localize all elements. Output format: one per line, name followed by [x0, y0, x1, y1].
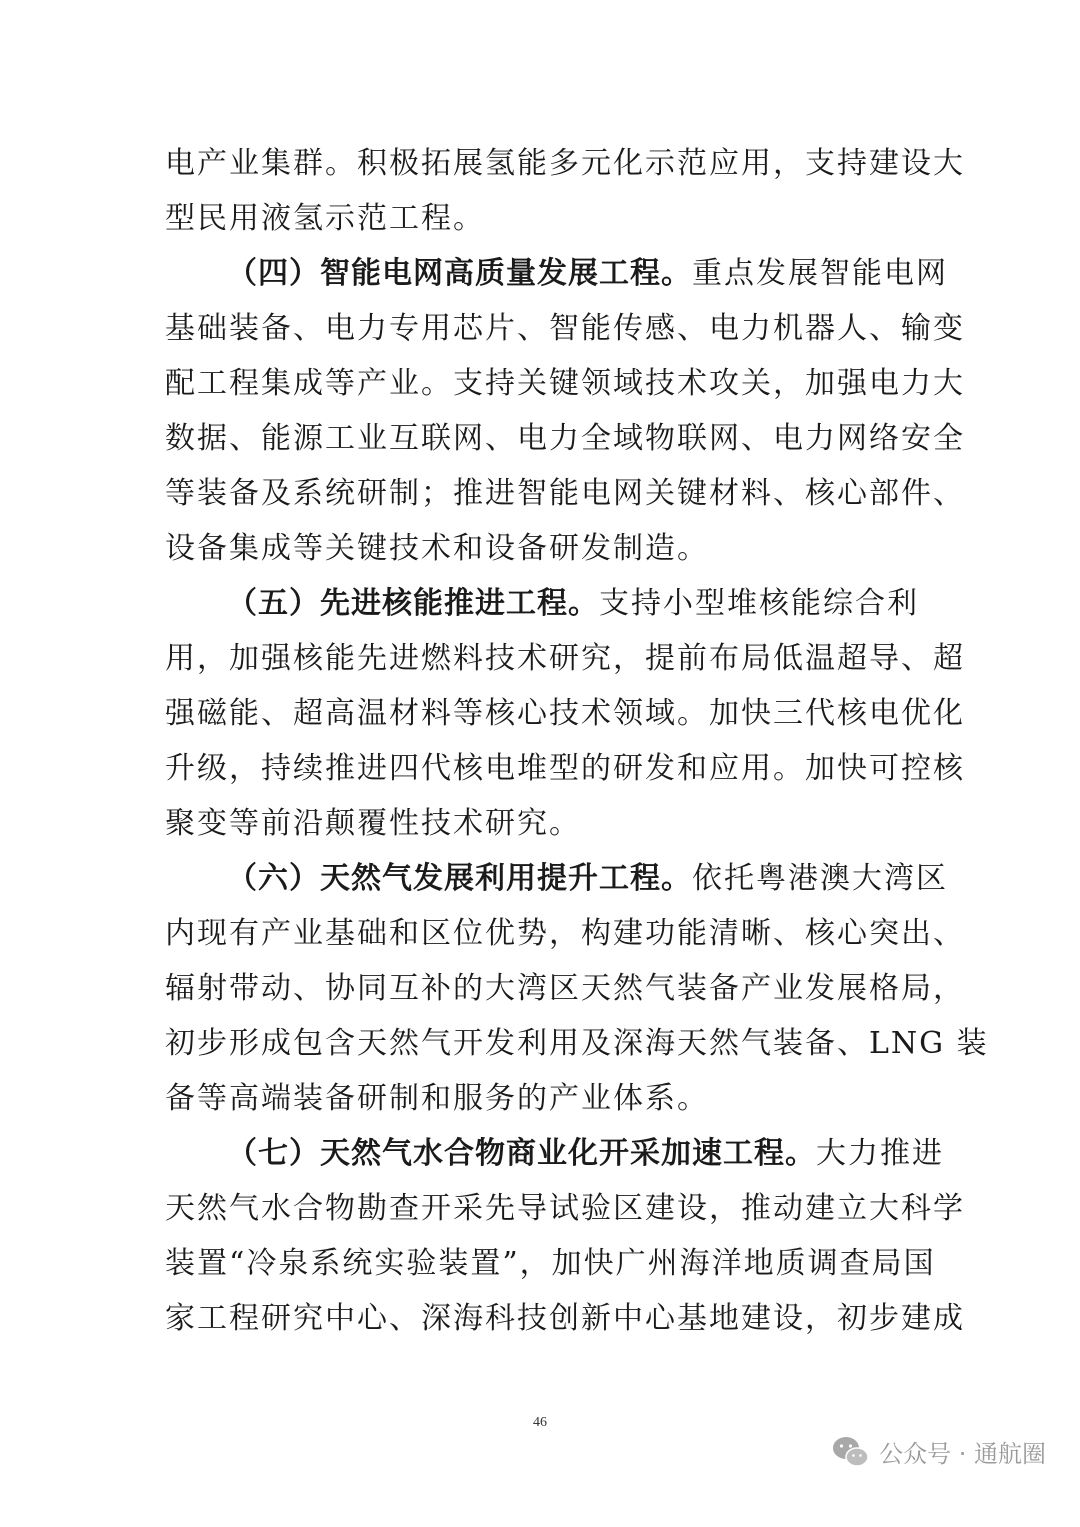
line-text: 内现有产业基础和区位优势，构建功能清晰、核心突出、	[165, 916, 965, 951]
watermark-text: 公众号 · 通航圈	[879, 1440, 1046, 1468]
text-line	[165, 686, 965, 741]
text-line	[165, 1016, 989, 1071]
line-text: 电产业集群。积极拓展氢能多元化示范应用，支持建设大	[165, 146, 965, 181]
line-text: 依托粤港澳大湾区	[692, 861, 948, 896]
line-text: 等装备及系统研制；推进智能电网关键材料、核心部件、	[165, 476, 965, 511]
text-line	[165, 1236, 936, 1291]
line-text: 强磁能、超高温材料等核心技术领域。加快三代核电优化	[165, 696, 965, 731]
line-text: 辐射带动、协同互补的大湾区天然气装备产业发展格局，	[165, 971, 965, 1006]
text-line	[165, 796, 917, 851]
text-line	[165, 741, 965, 796]
line-text: 聚变等前沿颠覆性技术研究。	[165, 806, 581, 841]
line-text: 天然气水合物勘查开采先导试验区建设，推动建立大科学	[165, 1191, 965, 1226]
text-line	[165, 191, 917, 246]
line-text: 重点发展智能电网	[692, 256, 948, 291]
text-line	[165, 1071, 917, 1126]
line-text: 用，加强核能先进燃料技术研究，提前布局低温超导、超	[165, 641, 965, 676]
text-line	[165, 356, 965, 411]
text-line	[165, 631, 965, 686]
line-text: 支持小型堆核能综合利	[599, 586, 919, 621]
line-text: 大力推进	[816, 1136, 944, 1171]
wechat-watermark	[831, 1434, 1046, 1469]
line-text: 备等高端装备研制和服务的产业体系。	[165, 1081, 709, 1116]
text-line	[165, 246, 948, 301]
text-line	[165, 1126, 944, 1181]
body-text	[165, 136, 989, 1346]
text-line	[165, 521, 917, 576]
line-text: 型民用液氢示范工程。	[165, 201, 485, 236]
section-heading: （五）先进核能推进工程。	[227, 586, 599, 621]
line-text: 设备集成等关键技术和设备研发制造。	[165, 531, 709, 566]
line-text: 家工程研究中心、深海科技创新中心基地建设，初步建成	[165, 1301, 965, 1336]
page-number: 46	[533, 1415, 547, 1430]
text-line	[165, 411, 965, 466]
section-heading: （七）天然气水合物商业化开采加速工程。	[227, 1136, 816, 1171]
line-text: 初步形成包含天然气开发利用及深海天然气装备、LNG 装	[165, 1026, 989, 1061]
line-text: 配工程集成等产业。支持关键领域技术攻关，加强电力大	[165, 366, 965, 401]
section-heading: （六）天然气发展利用提升工程。	[227, 861, 692, 896]
line-text: 数据、能源工业互联网、电力全域物联网、电力网络安全	[165, 421, 965, 456]
text-line	[165, 1181, 965, 1236]
text-line	[165, 301, 965, 356]
wechat-icon	[831, 1435, 871, 1469]
line-text: 升级，持续推进四代核电堆型的研发和应用。加快可控核	[165, 751, 965, 786]
text-line	[165, 466, 965, 521]
text-line	[165, 906, 965, 961]
line-text: 装置“冷泉系统实验装置”，加快广州海洋地质调查局国	[165, 1246, 936, 1281]
text-line	[165, 851, 948, 906]
line-text: 基础装备、电力专用芯片、智能传感、电力机器人、输变	[165, 311, 965, 346]
text-line	[165, 961, 965, 1016]
text-line	[165, 576, 917, 631]
section-heading: （四）智能电网高质量发展工程。	[227, 256, 692, 291]
text-line	[165, 136, 965, 191]
text-line	[165, 1291, 965, 1346]
